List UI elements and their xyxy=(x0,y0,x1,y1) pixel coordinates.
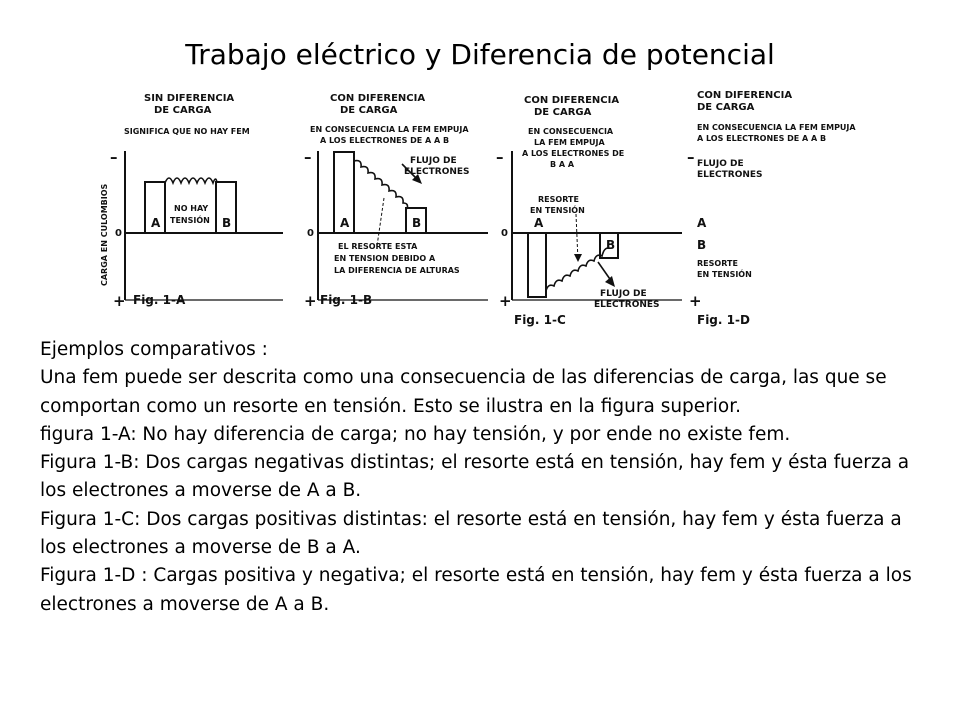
panel-1a-spring-label-1: NO HAY xyxy=(174,204,209,213)
page-title: Trabajo eléctrico y Diferencia de potencial xyxy=(185,38,775,71)
panel-1c-header-1: CON DIFERENCIA xyxy=(524,95,620,106)
panel-1c-caption: Fig. 1-C xyxy=(514,313,566,327)
panel-1b-caption: Fig. 1-B xyxy=(320,293,373,307)
explanation-fig-1d: Figura 1-D : Cargas positiva y negativa; el resorte está en tensión, hay fem y ésta fuerza a los electrones a moverse de A a B. xyxy=(40,565,912,615)
axis-label: CARGA EN CULOMBIOS xyxy=(100,183,109,286)
panel-1b-flow-2: ELECTRONES xyxy=(404,167,470,177)
panel-1d xyxy=(687,90,856,327)
panel-1b-minus: – xyxy=(304,148,312,166)
panel-1c-spring-1: RESORTE xyxy=(538,195,579,204)
panel-1a-label-a: A xyxy=(151,216,161,230)
panel-1c-arrow-head xyxy=(605,276,615,287)
panel-1d-label-a: A xyxy=(697,216,707,230)
panel-1d-caption: Fig. 1-D xyxy=(697,313,750,327)
panel-1a-label-b: B xyxy=(222,216,232,230)
explanation-fig-1a: figura 1-A: No hay diferencia de carga; no hay tensión, y por ende no existe fem. xyxy=(40,423,791,445)
panel-1b-note-1: EN CONSECUENCIA LA FEM EMPUJA xyxy=(310,125,469,134)
panel-1c-note-1: EN CONSECUENCIA xyxy=(528,127,614,136)
explanation-text xyxy=(40,336,920,619)
panel-1c-header-2: DE CARGA xyxy=(534,107,592,118)
panel-1b-zero: 0 xyxy=(307,228,314,239)
panel-1a-spring xyxy=(165,178,217,183)
panel-1a-zero: 0 xyxy=(115,228,122,239)
panel-1b xyxy=(304,93,488,310)
figure-svg xyxy=(88,86,856,330)
panel-1a-note: SIGNIFICA QUE NO HAY FEM xyxy=(124,127,250,136)
panel-1b-label-a: A xyxy=(340,216,350,230)
panel-1c-dashed-arrow-head xyxy=(574,254,582,262)
explanation-heading: Ejemplos comparativos : xyxy=(40,339,268,360)
panel-1b-label-b: B xyxy=(412,216,422,230)
panel-1c-zero: 0 xyxy=(501,228,508,239)
charge-difference-figure xyxy=(88,86,856,330)
panel-1c-label-a: A xyxy=(534,216,544,230)
panel-1d-minus: – xyxy=(687,148,695,166)
panel-1c-note-3: A LOS ELECTRONES DE xyxy=(522,149,625,158)
panel-1c-flow-2: ELECTRONES xyxy=(594,300,660,310)
panel-1d-note-1: EN CONSECUENCIA LA FEM EMPUJA xyxy=(697,123,856,132)
panel-1c-bar-a xyxy=(528,233,546,297)
panel-1d-note-2: A LOS ELECTRONES DE A A B xyxy=(697,134,827,143)
panel-1d-flow-2: ELECTRONES xyxy=(697,170,763,180)
panel-1d-spring-2: EN TENSIÓN xyxy=(697,270,752,279)
panel-1a-spring-label-2: TENSIÓN xyxy=(170,216,210,225)
explanation-intro: Una fem puede ser descrita como una consecuencia de las diferencias de carga, las que se comportan como un resorte en tensión. Esto se ilustra en la figura superior. xyxy=(40,367,887,417)
panel-1c-minus: – xyxy=(496,148,504,166)
panel-1d-header-2: DE CARGA xyxy=(697,102,755,113)
panel-1d-flow-1: FLUJO DE xyxy=(697,159,744,169)
panel-1d-plus: + xyxy=(689,292,702,310)
panel-1b-flow-1: FLUJO DE xyxy=(410,156,457,166)
panel-1b-spring xyxy=(354,161,408,209)
panel-1d-label-b: B xyxy=(697,238,707,252)
panel-1b-dashed-line xyxy=(377,198,384,246)
panel-1c-label-b: B xyxy=(606,238,616,252)
panel-1a-plus: + xyxy=(113,292,126,310)
panel-1b-spring-1: EL RESORTE ESTA xyxy=(338,242,418,251)
panel-1b-header-2: DE CARGA xyxy=(340,105,398,116)
explanation-fig-1b: Figura 1-B: Dos cargas negativas distintas; el resorte está en tensión, hay fem y ésta fuerza a los electrones a moverse de A a B. xyxy=(40,452,910,502)
explanation-fig-1c: Figura 1-C: Dos cargas positivas distintas: el resorte está en tensión, hay fem y ésta fuerza a los electrones a moverse de B a A. xyxy=(40,508,902,559)
panel-1b-spring-3: LA DIFERENCIA DE ALTURAS xyxy=(334,266,460,275)
panel-1b-plus: + xyxy=(304,292,317,310)
panel-1c-note-4: B A A xyxy=(550,160,575,169)
panel-1d-header-1: CON DIFERENCIA xyxy=(697,90,793,101)
panel-1c-note-2: LA FEM EMPUJA xyxy=(534,138,605,147)
panel-1c-plus: + xyxy=(499,292,512,310)
panel-1b-note-2: A LOS ELECTRONES DE A A B xyxy=(320,136,450,145)
panel-1a xyxy=(100,93,283,310)
panel-1c xyxy=(496,95,682,327)
panel-1a-header-2: DE CARGA xyxy=(154,105,212,116)
panel-1a-caption: Fig. 1-A xyxy=(133,293,186,307)
panel-1c-dashed-line xyxy=(576,214,578,261)
panel-1c-flow-1: FLUJO DE xyxy=(600,289,647,299)
panel-1d-spring-1: RESORTE xyxy=(697,259,738,268)
panel-1a-header-1: SIN DIFERENCIA xyxy=(144,93,235,104)
panel-1a-minus: – xyxy=(110,148,118,166)
panel-1b-spring-2: EN TENSION DEBIDO A xyxy=(334,254,436,263)
panel-1b-header-1: CON DIFERENCIA xyxy=(330,93,426,104)
panel-1c-spring-2: EN TENSIÓN xyxy=(530,206,585,215)
